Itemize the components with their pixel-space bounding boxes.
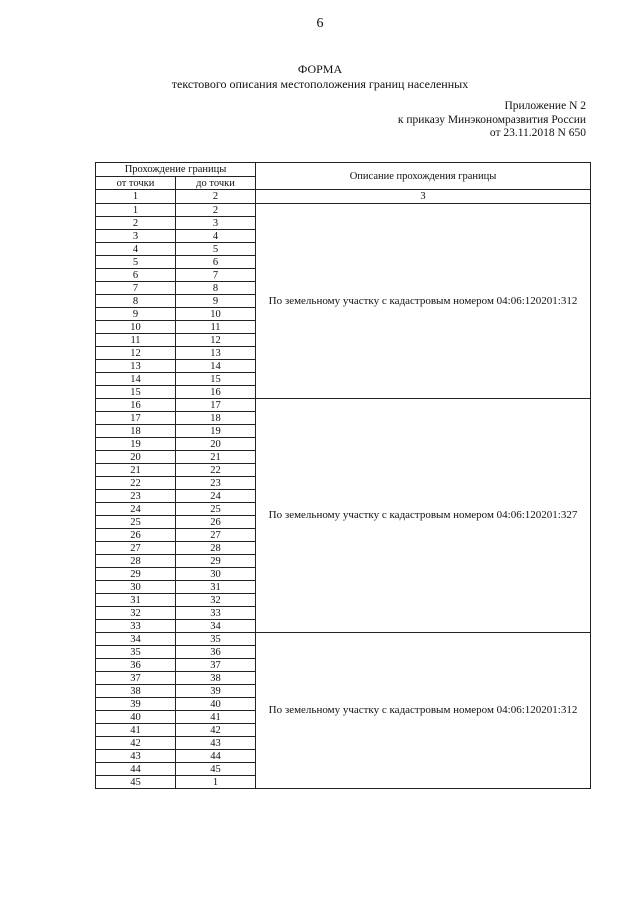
to-point-cell: 39 [176, 685, 256, 698]
form-title-block [0, 62, 640, 92]
to-point-cell: 35 [176, 633, 256, 646]
to-point-cell: 41 [176, 711, 256, 724]
to-point-cell: 5 [176, 243, 256, 256]
from-point-cell: 4 [96, 243, 176, 256]
from-point-cell: 14 [96, 373, 176, 386]
appendix-reference [398, 100, 586, 141]
from-point-cell: 42 [96, 737, 176, 750]
from-point-cell: 27 [96, 542, 176, 555]
to-point-cell: 21 [176, 451, 256, 464]
from-point-cell: 9 [96, 308, 176, 321]
from-point-cell: 13 [96, 360, 176, 373]
from-point-cell: 43 [96, 750, 176, 763]
to-point-cell: 2 [176, 204, 256, 217]
form-title: ФОРМА [297, 62, 343, 76]
appendix-line-2: к приказу Минэкономразвития России [397, 113, 586, 126]
appendix-line-1: Приложение N 2 [504, 100, 586, 112]
from-point-cell: 31 [96, 594, 176, 607]
description-cell: По земельному участку с кадастровым номером 04:06:120201:312 [256, 204, 591, 399]
appendix-line-3: от 23.11.2018 N 650 [489, 127, 586, 139]
from-point-cell: 24 [96, 503, 176, 516]
from-point-cell: 8 [96, 295, 176, 308]
to-point-cell: 10 [176, 308, 256, 321]
to-point-cell: 27 [176, 529, 256, 542]
column-number: 2 [176, 190, 256, 204]
to-point-cell: 4 [176, 230, 256, 243]
from-point-cell: 41 [96, 724, 176, 737]
to-point-cell: 19 [176, 425, 256, 438]
to-point-cell: 17 [176, 399, 256, 412]
header-description: Описание прохождения границы [256, 163, 591, 190]
from-point-cell: 3 [96, 230, 176, 243]
table-row [96, 399, 591, 412]
to-point-cell: 6 [176, 256, 256, 269]
from-point-cell: 20 [96, 451, 176, 464]
to-point-cell: 45 [176, 763, 256, 776]
to-point-cell: 1 [176, 776, 256, 789]
to-point-cell: 22 [176, 464, 256, 477]
from-point-cell: 25 [96, 516, 176, 529]
from-point-cell: 6 [96, 269, 176, 282]
from-point-cell: 37 [96, 672, 176, 685]
from-point-cell: 17 [96, 412, 176, 425]
from-point-cell: 16 [96, 399, 176, 412]
to-point-cell: 18 [176, 412, 256, 425]
to-point-cell: 11 [176, 321, 256, 334]
from-point-cell: 2 [96, 217, 176, 230]
from-point-cell: 23 [96, 490, 176, 503]
to-point-cell: 31 [176, 581, 256, 594]
from-point-cell: 32 [96, 607, 176, 620]
description-cell: По земельному участку с кадастровым номером 04:06:120201:312 [256, 633, 591, 789]
to-point-cell: 20 [176, 438, 256, 451]
from-point-cell: 40 [96, 711, 176, 724]
column-number: 1 [96, 190, 176, 204]
to-point-cell: 30 [176, 568, 256, 581]
column-number: 3 [256, 190, 591, 204]
from-point-cell: 29 [96, 568, 176, 581]
to-point-cell: 9 [176, 295, 256, 308]
to-point-cell: 44 [176, 750, 256, 763]
to-point-cell: 12 [176, 334, 256, 347]
from-point-cell: 12 [96, 347, 176, 360]
from-point-cell: 35 [96, 646, 176, 659]
description-cell: По земельному участку с кадастровым номером 04:06:120201:327 [256, 399, 591, 633]
to-point-cell: 38 [176, 672, 256, 685]
to-point-cell: 43 [176, 737, 256, 750]
to-point-cell: 32 [176, 594, 256, 607]
to-point-cell: 40 [176, 698, 256, 711]
to-point-cell: 14 [176, 360, 256, 373]
from-point-cell: 15 [96, 386, 176, 399]
from-point-cell: 7 [96, 282, 176, 295]
to-point-cell: 8 [176, 282, 256, 295]
from-point-cell: 28 [96, 555, 176, 568]
to-point-cell: 36 [176, 646, 256, 659]
from-point-cell: 34 [96, 633, 176, 646]
to-point-cell: 13 [176, 347, 256, 360]
from-point-cell: 11 [96, 334, 176, 347]
boundary-table [95, 162, 591, 789]
to-point-cell: 28 [176, 542, 256, 555]
page-number: 6 [316, 16, 324, 31]
to-point-cell: 23 [176, 477, 256, 490]
from-point-cell: 21 [96, 464, 176, 477]
table-row [96, 204, 591, 217]
from-point-cell: 10 [96, 321, 176, 334]
boundary-rows [96, 204, 591, 789]
from-point-cell: 30 [96, 581, 176, 594]
to-point-cell: 26 [176, 516, 256, 529]
from-point-cell: 18 [96, 425, 176, 438]
from-point-cell: 1 [96, 204, 176, 217]
from-point-cell: 45 [96, 776, 176, 789]
from-point-cell: 19 [96, 438, 176, 451]
header-from-point: от точки [96, 177, 176, 190]
to-point-cell: 7 [176, 269, 256, 282]
to-point-cell: 33 [176, 607, 256, 620]
from-point-cell: 44 [96, 763, 176, 776]
to-point-cell: 15 [176, 373, 256, 386]
from-point-cell: 22 [96, 477, 176, 490]
header-boundary-passage: Прохождение границы [96, 163, 256, 177]
to-point-cell: 37 [176, 659, 256, 672]
to-point-cell: 25 [176, 503, 256, 516]
from-point-cell: 38 [96, 685, 176, 698]
from-point-cell: 33 [96, 620, 176, 633]
to-point-cell: 42 [176, 724, 256, 737]
to-point-cell: 3 [176, 217, 256, 230]
to-point-cell: 29 [176, 555, 256, 568]
form-subtitle: текстового описания местоположения границ населенных [171, 77, 469, 91]
table-row [96, 633, 591, 646]
to-point-cell: 24 [176, 490, 256, 503]
from-point-cell: 26 [96, 529, 176, 542]
from-point-cell: 39 [96, 698, 176, 711]
to-point-cell: 34 [176, 620, 256, 633]
from-point-cell: 5 [96, 256, 176, 269]
header-to-point: до точки [176, 177, 256, 190]
to-point-cell: 16 [176, 386, 256, 399]
from-point-cell: 36 [96, 659, 176, 672]
